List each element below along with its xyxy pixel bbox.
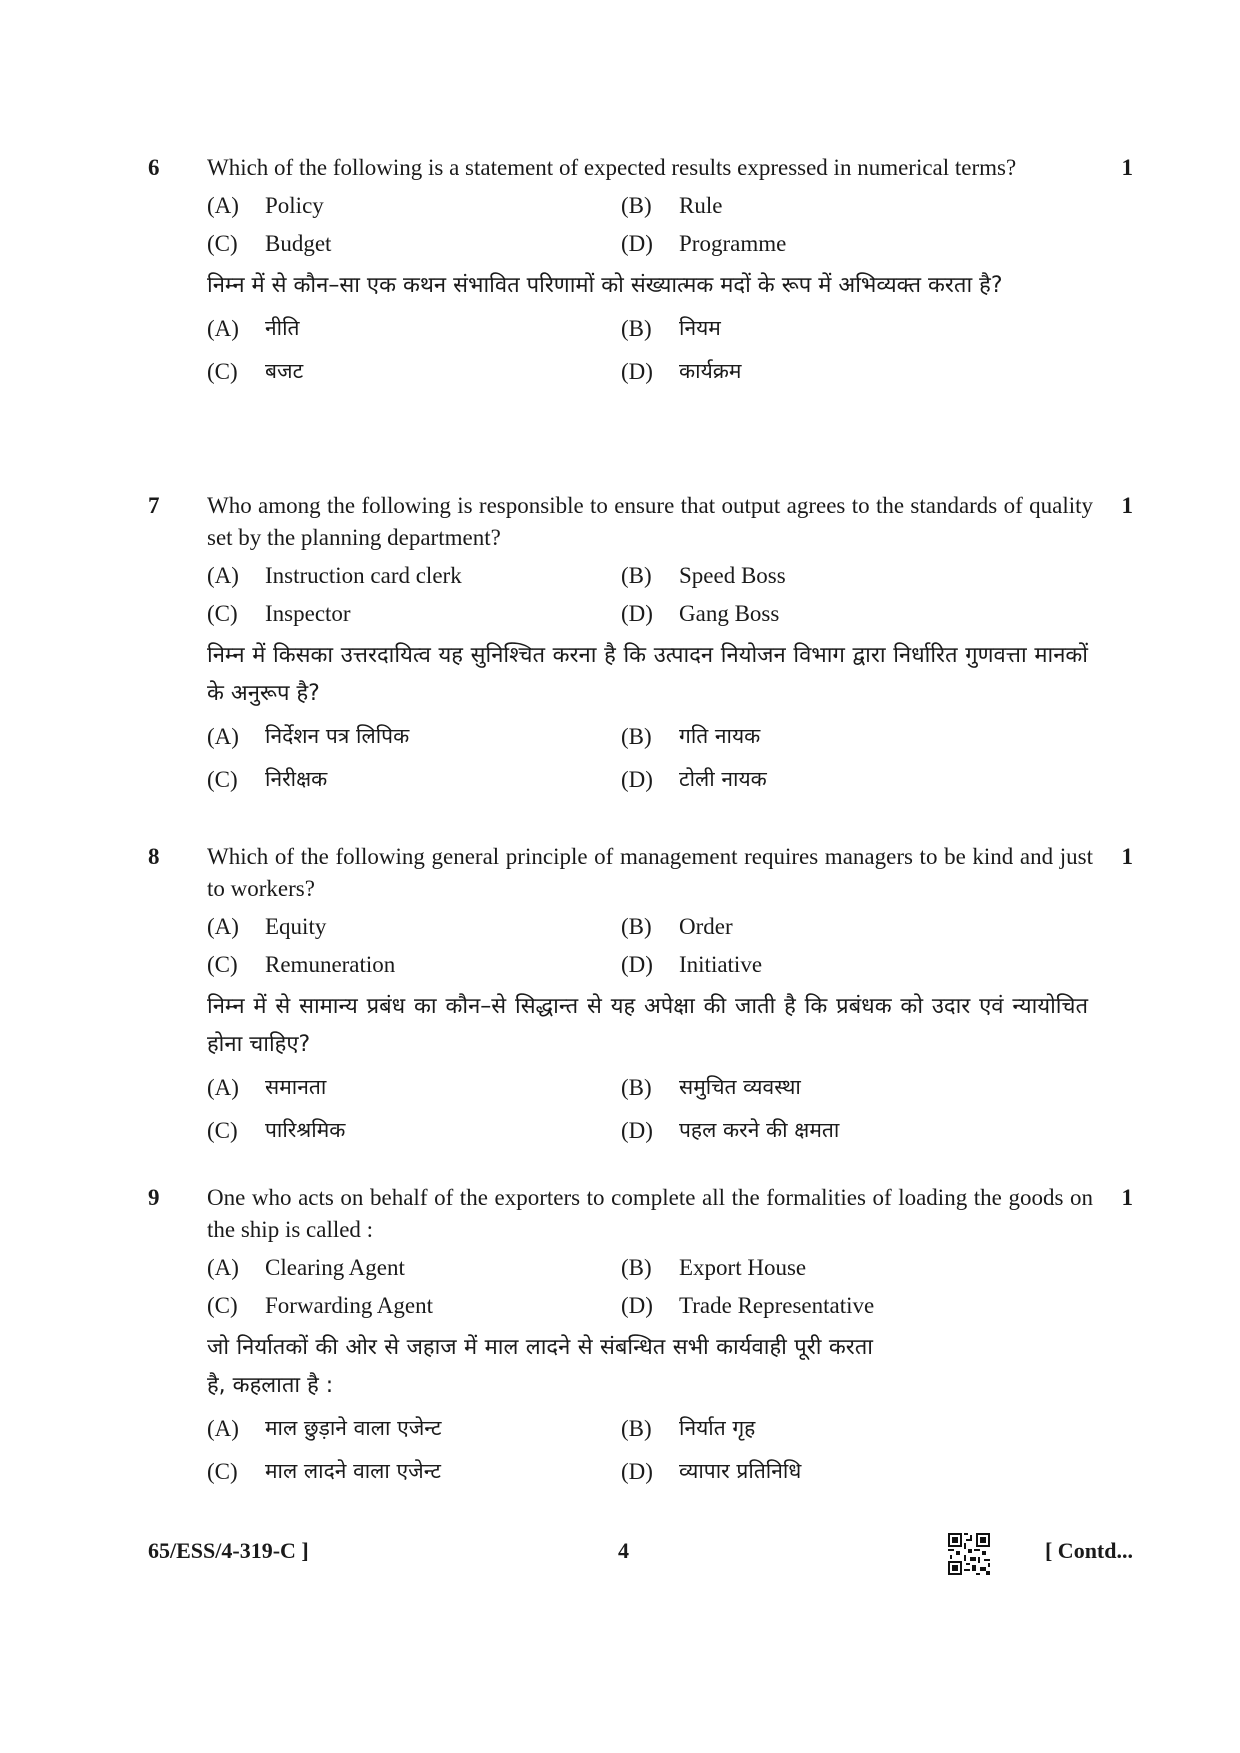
option-b-en bbox=[621, 908, 1041, 946]
question-number: 8 bbox=[148, 844, 160, 869]
option-a-en bbox=[207, 1249, 621, 1287]
option-text: Forwarding Agent bbox=[265, 1293, 434, 1318]
option-c-en bbox=[207, 946, 621, 984]
option-text: नीति bbox=[265, 316, 300, 340]
option-label: (D) bbox=[621, 1293, 653, 1318]
option-d-en bbox=[621, 595, 1041, 633]
option-label: (A) bbox=[207, 724, 239, 749]
option-label: (B) bbox=[621, 193, 652, 218]
option-b-en bbox=[621, 187, 1041, 225]
question-text-hi: निम्न में किसका उत्तरदायित्व यह सुनिश्चित करना है कि उत्पादन नियोजन विभाग द्वारा निर्धारित गुणवत्ता मानकों के अनुरूप है? bbox=[207, 643, 1088, 706]
option-label: (C) bbox=[207, 601, 238, 626]
option-label: (C) bbox=[207, 1118, 238, 1143]
question-7 bbox=[148, 490, 1133, 801]
option-b-en bbox=[621, 1249, 1041, 1287]
option-label: (D) bbox=[621, 231, 653, 256]
option-text: नियम bbox=[679, 316, 721, 340]
option-b-hi bbox=[621, 1407, 1041, 1450]
option-d-hi bbox=[621, 350, 1041, 393]
question-9 bbox=[148, 1182, 1133, 1493]
option-text: समानता bbox=[265, 1075, 327, 1099]
option-text: Programme bbox=[679, 231, 787, 256]
option-c-hi bbox=[207, 758, 621, 801]
option-text: Budget bbox=[265, 231, 332, 256]
question-text-en: One who acts on behalf of the exporters to complete all the formalities of loading the goods on the ship is called : bbox=[207, 1185, 1093, 1242]
option-text: माल छुड़ाने वाला एजेन्ट bbox=[265, 1416, 442, 1440]
question-number: 6 bbox=[148, 155, 160, 180]
question-marks: 1 bbox=[1121, 1185, 1133, 1210]
option-d-en bbox=[621, 225, 1041, 263]
question-marks: 1 bbox=[1121, 844, 1133, 869]
option-label: (C) bbox=[207, 359, 238, 384]
question-text-hi: निम्न में से कौन–सा एक कथन संभावित परिणामों को संख्यात्मक मदों के रूप में अभिव्यक्त करता है? bbox=[207, 273, 1003, 298]
question-text-en: Who among the following is responsible to ensure that output agrees to the standards of quality set by the planning department? bbox=[207, 493, 1093, 550]
question-number: 9 bbox=[148, 1185, 160, 1210]
option-text: समुचित व्यवस्था bbox=[679, 1075, 801, 1099]
option-text: Policy bbox=[265, 193, 324, 218]
option-text: Equity bbox=[265, 914, 327, 939]
option-label: (D) bbox=[621, 601, 653, 626]
option-text: Rule bbox=[679, 193, 723, 218]
question-marks: 1 bbox=[1121, 493, 1133, 518]
option-text: Clearing Agent bbox=[265, 1255, 405, 1280]
option-text: गति नायक bbox=[679, 724, 761, 748]
option-text: Order bbox=[679, 914, 733, 939]
question-6 bbox=[148, 152, 1133, 393]
option-text: निर्देशन पत्र लिपिक bbox=[265, 724, 410, 748]
question-text-hi: निम्न में से सामान्य प्रबंध का कौन–से सिद्धान्त से यह अपेक्षा की जाती है कि प्रबंधक को उदार एवं न्यायोचित होना चाहिए? bbox=[207, 994, 1088, 1057]
option-label: (B) bbox=[621, 563, 652, 588]
option-d-en bbox=[621, 1287, 1041, 1325]
options-en bbox=[207, 1249, 1133, 1325]
option-d-hi bbox=[621, 1109, 1041, 1152]
option-a-en bbox=[207, 908, 621, 946]
option-label: (C) bbox=[207, 1459, 238, 1484]
option-label: (D) bbox=[621, 952, 653, 977]
option-a-en bbox=[207, 557, 621, 595]
option-label: (C) bbox=[207, 1293, 238, 1318]
option-text: पहल करने की क्षमता bbox=[679, 1118, 840, 1142]
option-a-en bbox=[207, 187, 621, 225]
option-text: Trade Representative bbox=[679, 1293, 875, 1318]
option-text: Export House bbox=[679, 1255, 807, 1280]
question-8 bbox=[148, 841, 1133, 1152]
option-label: (C) bbox=[207, 952, 238, 977]
option-b-en bbox=[621, 557, 1041, 595]
option-a-hi bbox=[207, 1066, 621, 1109]
question-text-en: Which of the following is a statement of expected results expressed in numerical terms? bbox=[207, 155, 1017, 180]
option-label: (B) bbox=[621, 724, 652, 749]
option-text: व्यापार प्रतिनिधि bbox=[679, 1459, 802, 1483]
option-c-hi bbox=[207, 1109, 621, 1152]
option-text: Initiative bbox=[679, 952, 763, 977]
option-c-en bbox=[207, 1287, 621, 1325]
option-label: (B) bbox=[621, 914, 652, 939]
page-number: 4 bbox=[618, 1538, 629, 1563]
options-hi bbox=[207, 1407, 1133, 1493]
option-c-en bbox=[207, 595, 621, 633]
option-label: (A) bbox=[207, 193, 239, 218]
options-en bbox=[207, 908, 1133, 984]
option-label: (C) bbox=[207, 767, 238, 792]
option-c-en bbox=[207, 225, 621, 263]
option-b-hi bbox=[621, 307, 1041, 350]
paper-code: 65/ESS/4-319-C ] bbox=[148, 1538, 309, 1563]
question-number: 7 bbox=[148, 493, 160, 518]
option-label: (A) bbox=[207, 1255, 239, 1280]
option-label: (C) bbox=[207, 231, 238, 256]
option-text: टोली नायक bbox=[679, 767, 767, 791]
option-a-hi bbox=[207, 307, 621, 350]
options-hi bbox=[207, 1066, 1133, 1152]
option-b-hi bbox=[621, 1066, 1041, 1109]
options-en bbox=[207, 187, 1133, 263]
option-text: निर्यात गृह bbox=[679, 1416, 756, 1440]
option-label: (A) bbox=[207, 1075, 239, 1100]
option-label: (B) bbox=[621, 316, 652, 341]
option-text: Instruction card clerk bbox=[265, 563, 462, 588]
option-label: (A) bbox=[207, 316, 239, 341]
option-label: (B) bbox=[621, 1255, 652, 1280]
option-a-hi bbox=[207, 1407, 621, 1450]
question-text-hi: जो निर्यातकों की ओर से जहाज में माल लादने से संबन्धित सभी कार्यवाही पूरी करता है, कहलाता है : bbox=[207, 1335, 873, 1398]
options-en bbox=[207, 557, 1133, 633]
option-text: पारिश्रमिक bbox=[265, 1118, 346, 1142]
qr-code-icon bbox=[948, 1533, 990, 1575]
question-text-en: Which of the following general principle of management requires managers to be kind and just to workers? bbox=[207, 844, 1093, 901]
option-label: (A) bbox=[207, 914, 239, 939]
option-d-hi bbox=[621, 1450, 1041, 1493]
option-text: Inspector bbox=[265, 601, 351, 626]
continued-label: [ Contd... bbox=[1044, 1538, 1133, 1563]
option-c-hi bbox=[207, 350, 621, 393]
option-label: (D) bbox=[621, 1118, 653, 1143]
question-marks: 1 bbox=[1121, 155, 1133, 180]
option-label: (B) bbox=[621, 1416, 652, 1441]
option-text: Gang Boss bbox=[679, 601, 780, 626]
option-text: बजट bbox=[265, 359, 304, 383]
option-label: (B) bbox=[621, 1075, 652, 1100]
option-text: कार्यक्रम bbox=[679, 359, 742, 383]
option-label: (D) bbox=[621, 359, 653, 384]
option-text: Speed Boss bbox=[679, 563, 786, 588]
page-footer bbox=[148, 1531, 1133, 1571]
options-hi bbox=[207, 715, 1133, 801]
option-d-en bbox=[621, 946, 1041, 984]
option-d-hi bbox=[621, 758, 1041, 801]
option-label: (A) bbox=[207, 1416, 239, 1441]
option-label: (D) bbox=[621, 767, 653, 792]
option-b-hi bbox=[621, 715, 1041, 758]
option-a-hi bbox=[207, 715, 621, 758]
option-text: माल लादने वाला एजेन्ट bbox=[265, 1459, 441, 1483]
option-label: (D) bbox=[621, 1459, 653, 1484]
option-label: (A) bbox=[207, 563, 239, 588]
option-text: निरीक्षक bbox=[265, 767, 328, 791]
options-hi bbox=[207, 307, 1133, 393]
option-c-hi bbox=[207, 1450, 621, 1493]
option-text: Remuneration bbox=[265, 952, 396, 977]
